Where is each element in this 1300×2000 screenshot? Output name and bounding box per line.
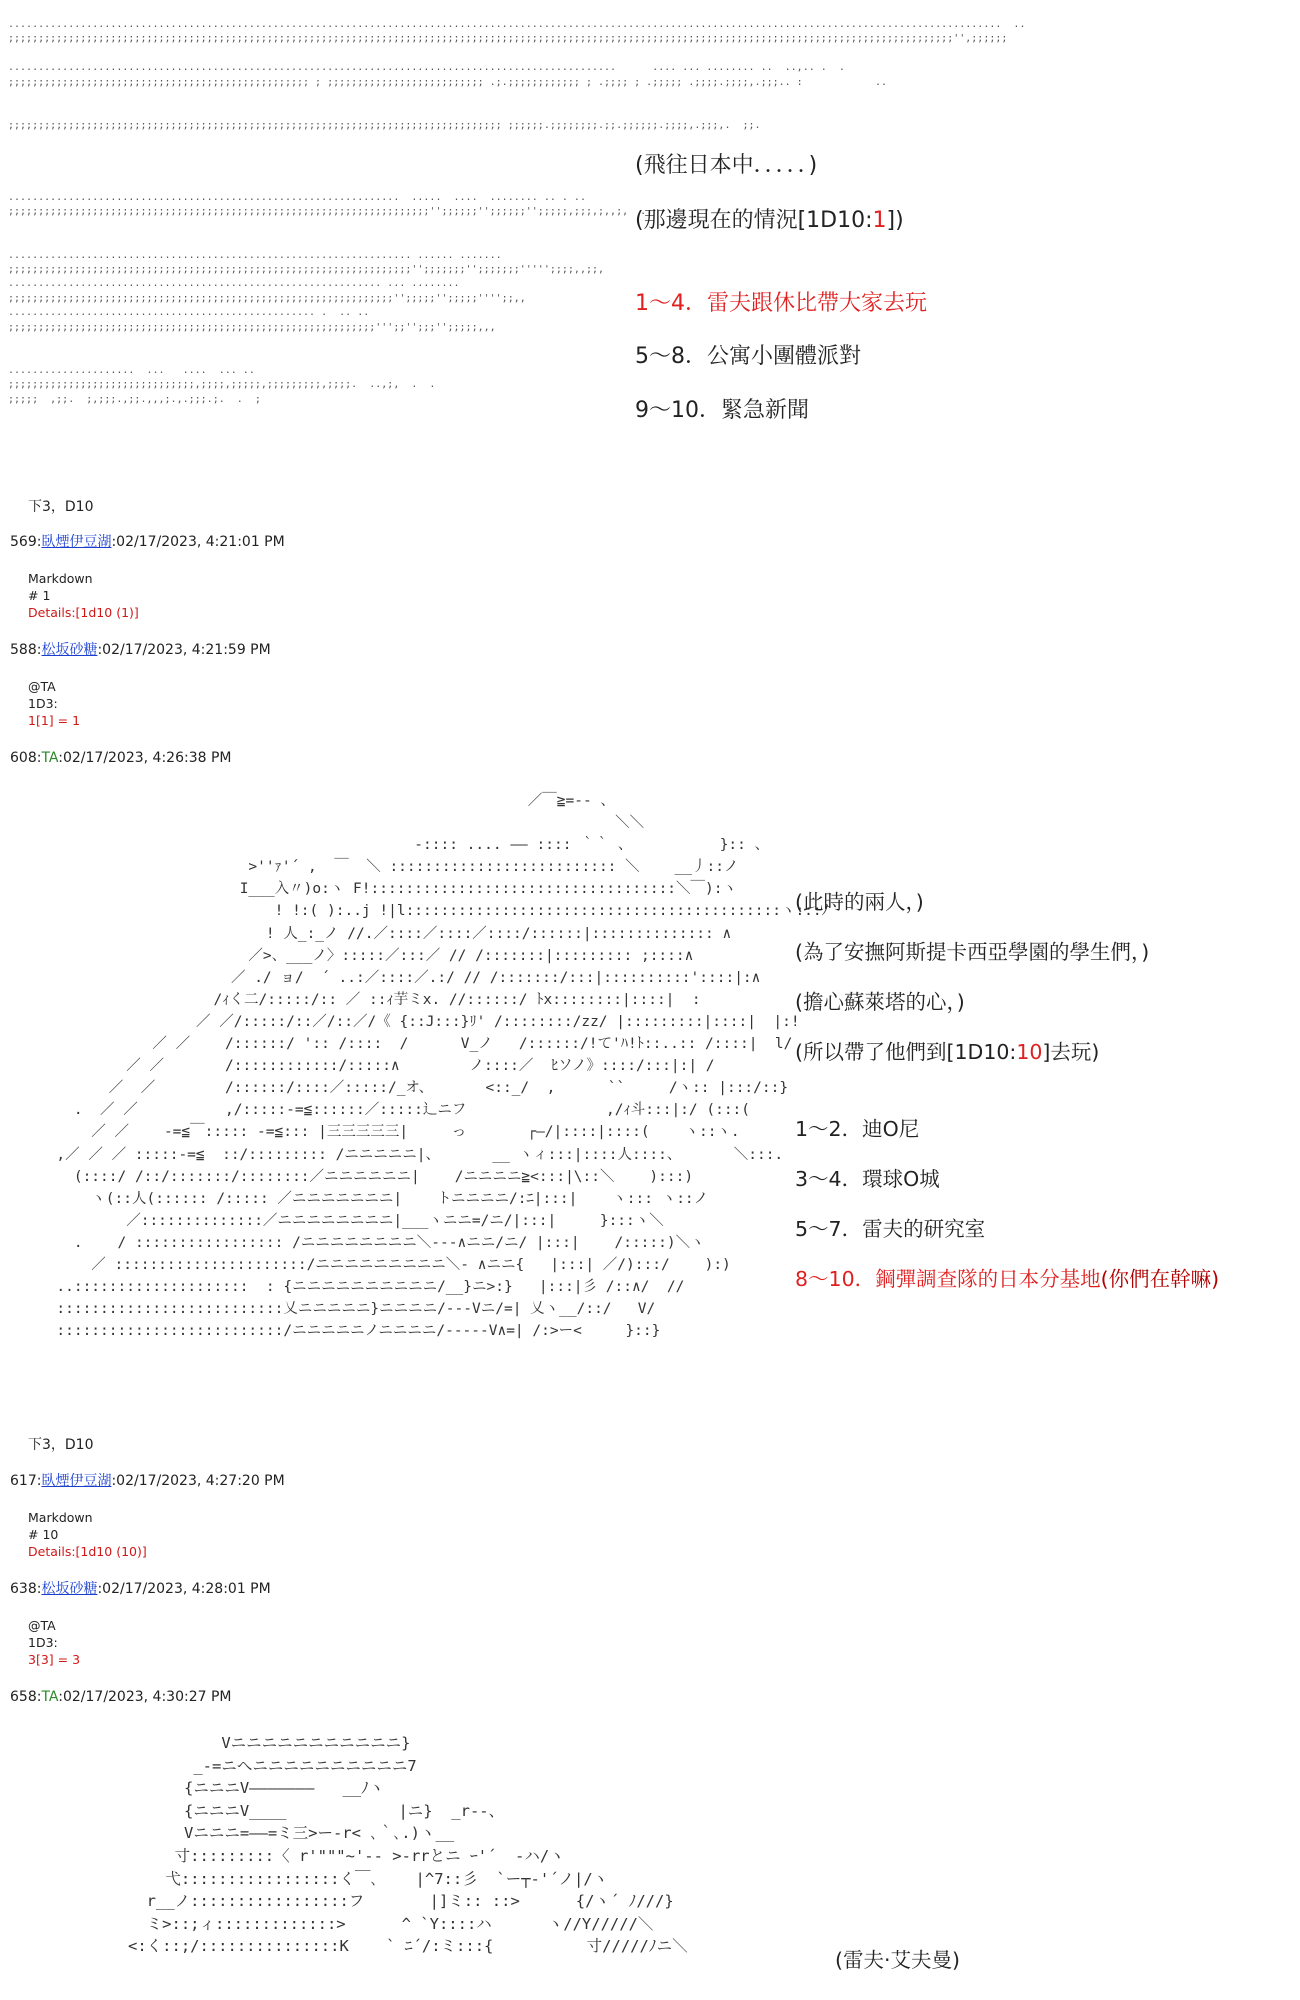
post-header-658 bbox=[10, 1688, 232, 1706]
option-5-7: 5～7．雷夫的研究室 bbox=[795, 1217, 986, 1241]
option-8-10-text: 8～10．鋼彈調查隊的日本分基地 bbox=[795, 1267, 1101, 1291]
narration-situation-end: ]) bbox=[886, 208, 904, 233]
option-5-8: 5～8．公寓小團體派對 bbox=[635, 344, 861, 369]
narration-worry: (擔心蘇萊塔的心，) bbox=[795, 990, 965, 1014]
option-1-4: 1～4．雷夫跟休比帶大家去玩 bbox=[635, 291, 927, 316]
post-header-608 bbox=[10, 749, 232, 767]
poster-name-link[interactable]: 松坂砂糖 bbox=[41, 642, 98, 658]
option-8-10-aside: (你們在幹嘛) bbox=[1100, 1267, 1220, 1291]
poster-name: TA bbox=[41, 1689, 59, 1705]
post-header-617 bbox=[10, 1472, 285, 1490]
poster-name-link[interactable]: 松坂砂糖 bbox=[41, 1581, 98, 1597]
ascii-art-middle: ／￣≧=-- 、 ＼＼ -:::: .... ―― :::: ｀｀ 、 }:: 、 >''ｧ'´ , ￣ ＼ :::::::::::::::::::::::::: ＼ __丿::ノ I___入〃)o:ヽ F!:::::::::::::::::::::::::::::::::::＼￣):ヽ ! !:( ):..j !|l:::::::::::::::::::::::::::::::::::::::::::ヽ:::ﾉ ! 人_:_ノ //.／::::／::::／::::/::::::|:::::::::::::: ∧ ／>、___ノ〉:::::／:::／ // /:::::::|::::::::: ;::::∧ ／ ./ ョ/ ´ ..:／::::／.:/ // /:::::::/:::|::::::::::'::::|:∧ /ｨく二/:::::/:: ／ ::ｨ芋ミx. //::::::/ ﾄx::::::::|::::| : ／ ／/:::::/::／/::／/《 {::J:::}ﾘ' /::::::::/zz/ |:::::::::|::::| |:! ／ ／ /::::::/ ':: /:::: / V_ノ /::::::/!て'ﾊ!ﾄ::..:: /::::| l/ ／ ／ /::::::::::::/:::::∧ ノ::::／ ﾋソノ》::::/:::|:| / ／ ／ /::::::/::::／:::::/_オ、 <::_/ , `` /ヽ:: |:::/::} . ／ ／ ,/:::::-=≦::::::／:::::辶ニフ ,/ｨ斗:::|:/ (:::( ／ ／ -=≦￣::::: -=≦::: |三三三三三| っ ┌―/|::::|::::( ヽ::ヽ. ,／ ／ ／ :::::-=≦ ::/::::::::: /ニニニニニ|、 __ ヽィ:::|::::人::::、 ＼:::. (::::/ /::/:::::::/::::::::／ニニニニニニ| /ニニニニ≧<:::|\::＼ ):::) ヽ(::人(:::::: /::::: ／ニニニニニニニ| トニニニニ/:ﾆ|:::| ヽ::: ヽ::ノ ／::::::::::::::／ニニニニニニニニ|___ヽニニ=/ニ/|:::| }:::ヽ＼ . / ::::::::::::::::: /ニニニニニニニニ＼---∧ニニ/ニ/ |:::| /:::::)＼ヽ ／ ::::::::::::::::::::::/ニニニニニニニニニ＼- ∧ニニ{ |:::| ／/):::/ ):) ..:::::::::::::::::::: : {ニニニニニニニニニニ/__}ニ>:} |:::|彡 /::∧/ // ::::::::::::::::::::::::::乂ニニニニニ}ニニニニ/---Vニ/=| 乂ヽ__/::/ V/ ::::::::::::::::::::::::::/ニニニニニノニニニニ/-----V∧=| /:>ー< }::} bbox=[56, 793, 829, 1340]
post-line: Markdown bbox=[28, 1510, 93, 1525]
post-date: :02/17/2023, 4:26:38 PM bbox=[58, 750, 232, 766]
narration-two-people: (此時的兩人，) bbox=[795, 890, 924, 914]
narration-situation bbox=[635, 208, 904, 234]
post-line: @TA bbox=[28, 1618, 56, 1633]
post-line: Markdown bbox=[28, 571, 93, 586]
post-number: 608: bbox=[10, 750, 42, 766]
dice-result-1: 1 bbox=[872, 208, 887, 233]
post-date: :02/17/2023, 4:27:20 PM bbox=[111, 1473, 285, 1489]
dice-details: Details:[1d10 (1)] bbox=[28, 605, 139, 620]
option-1-2: 1～2．迪O尼 bbox=[795, 1117, 920, 1141]
poster-name-link[interactable]: 臥煙伊豆湖 bbox=[41, 534, 112, 550]
post-header-569 bbox=[10, 533, 285, 551]
dice-result: 1[1] = 1 bbox=[28, 713, 81, 728]
option-9-10: 9～10．緊急新聞 bbox=[635, 398, 809, 423]
post-line: 1D3: bbox=[28, 696, 58, 711]
ascii-art-bottom: Vニニニニニニニニニニニ} _-=ニへニニニニニニニニニニ7 {ニニニV――――――― __ﾉヽ {ニニニV____ |ニ} _r‐-、 Vニニニ=――=ミ三>ー-r< ､｀､.)ヽ__ 寸:::::::::〈 r'"""~'‐- >-rrとニ ｰ'´ -ハ/ヽ 弋:::::::::::::::::く￣､ |^7::彡 `ー┬‐'´ノ|/ヽ r__ノ:::::::::::::::::フ |]ミ:: ::> {/ヽ´ ﾉ///} ミ>::;ィ:::::::::::::> ^ `Y::::ハ ヽ//Y/////＼ <:く::;/:::::::::::::::K ` ﾆ´/:ミ:::{ 寸/////ﾉニ＼ bbox=[127, 1734, 688, 1956]
poster-name-link[interactable]: 臥煙伊豆湖 bbox=[41, 1473, 112, 1489]
dice-result: 3[3] = 3 bbox=[28, 1652, 81, 1667]
post-body-569 bbox=[28, 570, 139, 621]
post-body-588 bbox=[28, 678, 80, 729]
post-number: 617: bbox=[10, 1473, 42, 1489]
post-date: :02/17/2023, 4:28:01 PM bbox=[97, 1581, 271, 1597]
dice-details: Details:[1d10 (10)] bbox=[28, 1544, 147, 1559]
poster-name: TA bbox=[41, 750, 59, 766]
post-header-588 bbox=[10, 641, 271, 659]
roll-request-2: 下3，D10 bbox=[28, 1437, 94, 1453]
dice-result-10: 10 bbox=[1016, 1040, 1043, 1064]
post-line: @TA bbox=[28, 679, 56, 694]
ascii-art-top: ..................................................................................................................................................................... .. ;;;;;;;;;;;;;;;;;;;;;;;;;;;;;;;;;;;;;;;;;;;;;;;;;;;;;;;;;;;;;;;;;;;;;;;;;;;;;;;;;;;;;;;;;;;;;;;;;;;;;;;;;;;;;;;;;;;;;;;;;;;;;;;;;;;;;;;;;;;;;;;;;;;;;;;;;;;;;'',;;;;;; ..................................................................................................... .... ... ........ .. ..,.. . . ;;;;;;;;;;;;;;;;;;;;;;;;;;;;;;;;;;;;;;;;;;;;;;;;;; ; ;;;;;;;;;;;;;;;;;;;;;;;;;; .;.;;;;;;;;;;;; ; .;;;; ; .;;;;; .;;;;.;;;;,.;;;.. : .. ;;;;;;;;;;;;;;;;;;;;;;;;;;;;;;;;;;;;;;;;;;;;;;;;;;;;;;;;;;;;;;;;;;;;;;;;;;;;;;;;;; ;;;;;;.;;;;;;;;.;;.;;;;;;.;;;;,.;;;,. ;;. ................................................................. ..... .... ........ .. . .. ;;;;;;;;;;;;;;;;;;;;;;;;;;;;;;;;;;;;;;;;;;;;;;;;;;;;;;;;;;;;;;;;;;;;;;'';;;;;;'';;;;;;'';;;;;,;;;,;,,;, .. ................................................................... ...... ....... ;;;;;;;;;;;;;;;;;;;;;;;;;;;;;;;;;;;;;;;;;;;;;;;;;;;;;;;;;;;;;;;;;;;'';;;;;;;'';;;;;;;''''';;;;,,;;, .............................................................. ... ........ ;;;;;;;;;;;;;;;;;;;;;;;;;;;;;;;;;;;;;;;;;;;;;;;;;;;;;;;;;;;;;;;;'';;;;;'';;;;;'''';;,, ................................................... . .. .. ;;;;;;;;;;;;;;;;;;;;;;;;;;;;;;;;;;;;;;;;;;;;;;;;;;;;;;;;;;;;;''';;'';;;'';;;;;,,, ..................... ... .... ... .. ;;;;;;;;;;;;;;;;;;;;;;;;;;;;;;;,;;;;,;;;;;,;;;;;;;;;,;;;;. ..,;, . . ;;;;; ,;;. ;,;;;.,;;.,,,;.,.;;;.;. . ; bbox=[8, 19, 1026, 405]
post-line: # 10 bbox=[28, 1527, 59, 1542]
option-3-4: 3～4．環球O城 bbox=[795, 1167, 940, 1191]
post-date: :02/17/2023, 4:21:01 PM bbox=[111, 534, 285, 550]
narration-comfort: (為了安撫阿斯提卡西亞學園的學生們，) bbox=[795, 940, 1150, 964]
post-number: 658: bbox=[10, 1689, 42, 1705]
narration-situation-text: (那邊現在的情況[1D10: bbox=[635, 208, 873, 233]
narration-destination bbox=[795, 1040, 1099, 1064]
post-date: :02/17/2023, 4:21:59 PM bbox=[97, 642, 271, 658]
narration-destination-text: (所以帶了他們到[1D10: bbox=[795, 1040, 1017, 1064]
post-number: 588: bbox=[10, 642, 42, 658]
post-header-638 bbox=[10, 1580, 271, 1598]
post-date: :02/17/2023, 4:30:27 PM bbox=[58, 1689, 232, 1705]
post-body-638 bbox=[28, 1617, 80, 1668]
option-8-10 bbox=[795, 1267, 1219, 1291]
narration-character-name: (雷夫·艾夫曼) bbox=[835, 1948, 961, 1972]
post-number: 638: bbox=[10, 1581, 42, 1597]
narration-destination-end: ]去玩) bbox=[1042, 1040, 1100, 1064]
post-line: 1D3: bbox=[28, 1635, 58, 1650]
roll-request-1: 下3，D10 bbox=[28, 499, 94, 515]
post-line: # 1 bbox=[28, 588, 51, 603]
post-body-617 bbox=[28, 1509, 147, 1560]
post-number: 569: bbox=[10, 534, 42, 550]
narration-flying: (飛往日本中．．．．．) bbox=[635, 153, 818, 178]
